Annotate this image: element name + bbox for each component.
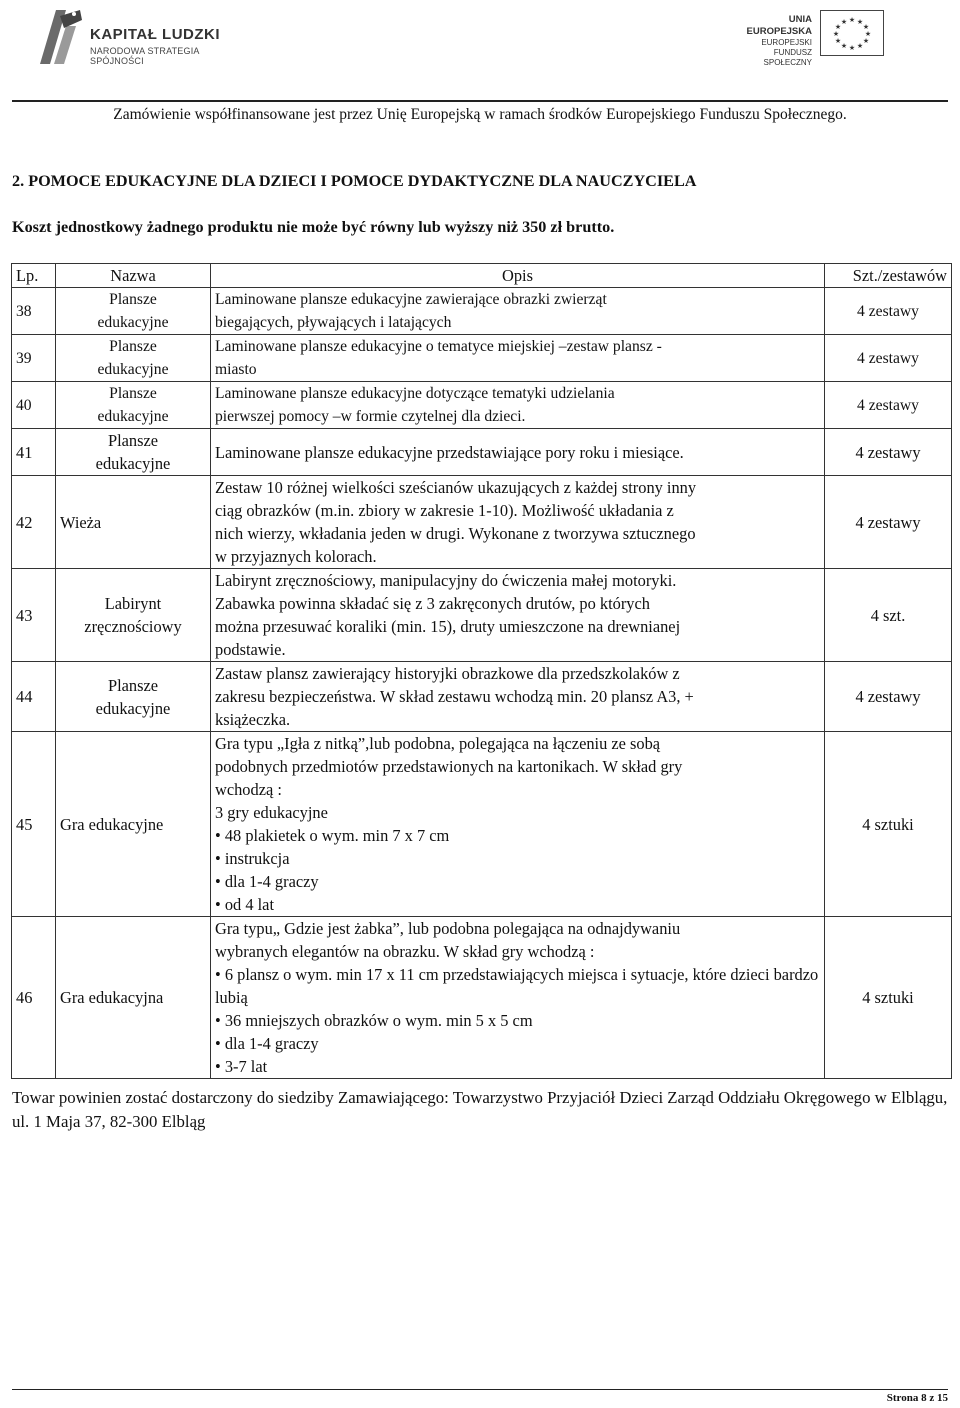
cell-lp: 38: [12, 288, 56, 335]
description-line: nich wierzy, wkładania jeden w drugi. Wykonane z tworzywa sztucznego: [215, 524, 696, 543]
description-line: Laminowane plansze edukacyjne o tematyce miejskiej –zestaw plansz -: [215, 338, 662, 355]
description-line: wchodzą :: [215, 780, 282, 799]
table-row: [12, 732, 952, 917]
cell-quantity: 4 zestawy: [825, 662, 952, 732]
bullet-item: • dla 1-4 graczy: [215, 1032, 820, 1055]
description-line: Zestaw 10 różnej wielkości sześcianów ukazujących z każdej strony inny: [215, 478, 697, 497]
kapital-ludzki-title: KAPITAŁ LUDZKI: [90, 26, 221, 43]
cofinancing-notice: Zamówienie współfinansowane jest przez Unię Europejską w ramach środków Europejskiego Funduszu Społecznego.: [113, 106, 847, 123]
eu-logo-line1: UNIA EUROPEJSKA: [746, 14, 812, 37]
bullet-item: • 48 plakietek o wym. min 7 x 7 cm: [215, 824, 820, 847]
cell-name: [56, 429, 211, 476]
cell-lp: 46: [12, 917, 56, 1079]
bullet-list: [215, 824, 820, 916]
description-line: Gra typu„ Gdzie jest żabka”, lub podobna polegająca na odnajdywaniu: [215, 919, 681, 938]
kapital-ludzki-logo: [36, 6, 236, 68]
name-line: zręcznościowy: [84, 617, 182, 636]
svg-text:★: ★: [840, 42, 848, 50]
svg-text:★: ★: [856, 42, 864, 50]
section-title: 2. POMOCE EDUKACYJNE DLA DZIECI I POMOCE DYDAKTYCZNE DLA NAUCZYCIELA: [12, 172, 697, 190]
table-row: [12, 382, 952, 429]
name-line: Plansze: [107, 675, 159, 695]
bullet-item: • od 4 lat: [215, 893, 820, 916]
kapital-ludzki-logo-icon: [36, 6, 84, 66]
table-row: [12, 476, 952, 569]
col-header-desc: Opis: [211, 264, 825, 288]
cell-lp: 44: [12, 662, 56, 732]
eu-logo: [724, 10, 924, 66]
description-line: Laminowane plansze edukacyjne dotyczące tematyki udzielania: [215, 385, 615, 402]
cell-lp: 42: [12, 476, 56, 569]
cell-description: [211, 917, 825, 1079]
description-line: pierwszej pomocy –w formie czytelnej dla dzieci.: [215, 408, 526, 425]
eu-logo-line3: FUNDUSZ SPOŁECZNY: [763, 48, 812, 67]
table-row: [12, 335, 952, 382]
description-line: Laminowane plansze edukacyjne przedstawiające pory roku i miesiące.: [215, 442, 684, 462]
table-row: [12, 288, 952, 335]
cell-name: [56, 476, 211, 569]
cell-name: [56, 569, 211, 662]
name-line: edukacyjne: [95, 698, 171, 718]
col-header-qty: Szt./zestawów: [825, 264, 952, 288]
description-line: Gra typu „Igła z nitką”,lub podobna, polegająca na łączeniu ze sobą: [215, 734, 661, 753]
col-header-name: Nazwa: [56, 264, 211, 288]
description-line: Labirynt zręcznościowy, manipulacyjny do ćwiczenia małej motoryki.: [215, 571, 677, 590]
bullet-item: • 36 mniejszych obrazków o wym. min 5 x 5 cm: [215, 1009, 820, 1032]
table-row: [12, 569, 952, 662]
bullet-list: [215, 963, 820, 1078]
col-header-lp: Lp.: [12, 264, 56, 288]
name-line: Gra edukacyjne: [60, 814, 164, 834]
bullet-item: • 6 plansz o wym. min 17 x 11 cm przedstawiających miejsca i sytuacje, które dzieci bardzo lubią: [215, 963, 820, 1009]
svg-text:★: ★: [834, 37, 842, 45]
page-number: Strona 8 z 15: [886, 1392, 948, 1404]
description-line: wybranych elegantów na obrazku. W skład gry wchodzą :: [215, 942, 595, 961]
description-line: ciąg obrazków (m.in. zbiory w zakresie 1-10). Możliwość układania z: [215, 501, 674, 520]
description-line: książeczka.: [215, 710, 291, 729]
table-row: [12, 662, 952, 732]
cost-note: Koszt jednostkowy żadnego produktu nie może być równy lub wyższy niż 350 zł brutto.: [12, 218, 615, 236]
cell-description: [211, 476, 825, 569]
svg-text:★: ★: [848, 16, 856, 24]
cell-name: [56, 288, 211, 335]
cell-quantity: 4 zestawy: [825, 476, 952, 569]
eu-flag-icon: [820, 10, 884, 56]
cell-name: [56, 335, 211, 382]
cell-name: [56, 662, 211, 732]
cell-description: [211, 382, 825, 429]
description-line: w przyjaznych kolorach.: [215, 547, 377, 566]
cell-quantity: 4 sztuki: [825, 917, 952, 1079]
cell-description: [211, 662, 825, 732]
footer-rule: [12, 1389, 948, 1390]
cell-name: [56, 732, 211, 917]
name-line: edukacyjne: [97, 408, 169, 425]
cell-lp: 39: [12, 335, 56, 382]
cell-lp: 41: [12, 429, 56, 476]
svg-text:★: ★: [832, 30, 840, 38]
cell-quantity: 4 zestawy: [825, 335, 952, 382]
cell-description: [211, 569, 825, 662]
items-table: [11, 263, 952, 1079]
cell-quantity: 4 sztuki: [825, 732, 952, 917]
cell-name: [56, 382, 211, 429]
bullet-item: • dla 1-4 graczy: [215, 870, 820, 893]
cell-quantity: 4 zestawy: [825, 288, 952, 335]
bullet-item: • 3-7 lat: [215, 1055, 820, 1078]
name-line: Plansze: [109, 291, 157, 308]
svg-text:★: ★: [862, 23, 870, 31]
name-line: Plansze: [107, 431, 159, 450]
delivery-note: Towar powinien zostać dostarczony do siedziby Zamawiającego: Towarzystwo Przyjaciół Dzieci Zarząd Oddziału Okręgowego w Elblągu, ul. 1 Maja 37, 82-300 Elbląg: [12, 1088, 948, 1131]
table-header-row: [12, 264, 952, 288]
cell-description: [211, 732, 825, 917]
table-row: [12, 429, 952, 476]
cell-lp: 45: [12, 732, 56, 917]
description-line: miasto: [215, 361, 257, 378]
table-row: [12, 917, 952, 1079]
cell-quantity: 4 szt.: [825, 569, 952, 662]
bullet-item: • instrukcja: [215, 847, 820, 870]
name-line: Gra edukacyjna: [60, 988, 164, 1007]
cell-lp: 40: [12, 382, 56, 429]
svg-text:★: ★: [856, 18, 864, 26]
cell-name: [56, 917, 211, 1079]
description-line: można przesuwać koraliki (min. 15), druty umieszczone na drewnianej: [215, 617, 681, 636]
description-line: 3 gry edukacyjne: [215, 803, 328, 822]
cell-quantity: 4 zestawy: [825, 429, 952, 476]
svg-text:★: ★: [834, 23, 842, 31]
cell-description: [211, 335, 825, 382]
cell-lp: 43: [12, 569, 56, 662]
cell-description: [211, 429, 825, 476]
description-line: podstawie.: [215, 640, 286, 659]
description-line: zakresu bezpieczeństwa. W skład zestawu wchodzą min. 20 plansz A3, +: [215, 687, 694, 706]
name-line: edukacyjne: [97, 314, 169, 331]
cell-quantity: 4 zestawy: [825, 382, 952, 429]
name-line: Wieża: [60, 512, 102, 532]
svg-text:★: ★: [862, 37, 870, 45]
header-rule: [12, 100, 948, 102]
eu-logo-line2: EUROPEJSKI: [761, 38, 812, 47]
svg-text:★: ★: [848, 44, 856, 52]
cell-description: [211, 288, 825, 335]
name-line: edukacyjne: [95, 454, 171, 473]
svg-text:★: ★: [840, 18, 848, 26]
name-line: Plansze: [109, 385, 157, 402]
description-line: Zastaw plansz zawierający historyjki obrazkowe dla przedszkolaków z: [215, 664, 680, 683]
svg-text:★: ★: [864, 30, 872, 38]
kapital-ludzki-subtitle: NARODOWA STRATEGIA SPÓJNOŚCI: [90, 46, 200, 66]
name-line: Plansze: [109, 338, 157, 355]
description-line: Zabawka powinna składać się z 3 zakręconych drutów, po których: [215, 594, 650, 613]
description-line: biegających, pływających i latających: [215, 314, 452, 331]
name-line: edukacyjne: [97, 361, 169, 378]
name-line: Labirynt: [104, 594, 162, 613]
description-line: Laminowane plansze edukacyjne zawierające obrazki zwierząt: [215, 291, 607, 308]
description-line: podobnych przedmiotów przedstawionych na kartonikach. W skład gry: [215, 757, 683, 776]
